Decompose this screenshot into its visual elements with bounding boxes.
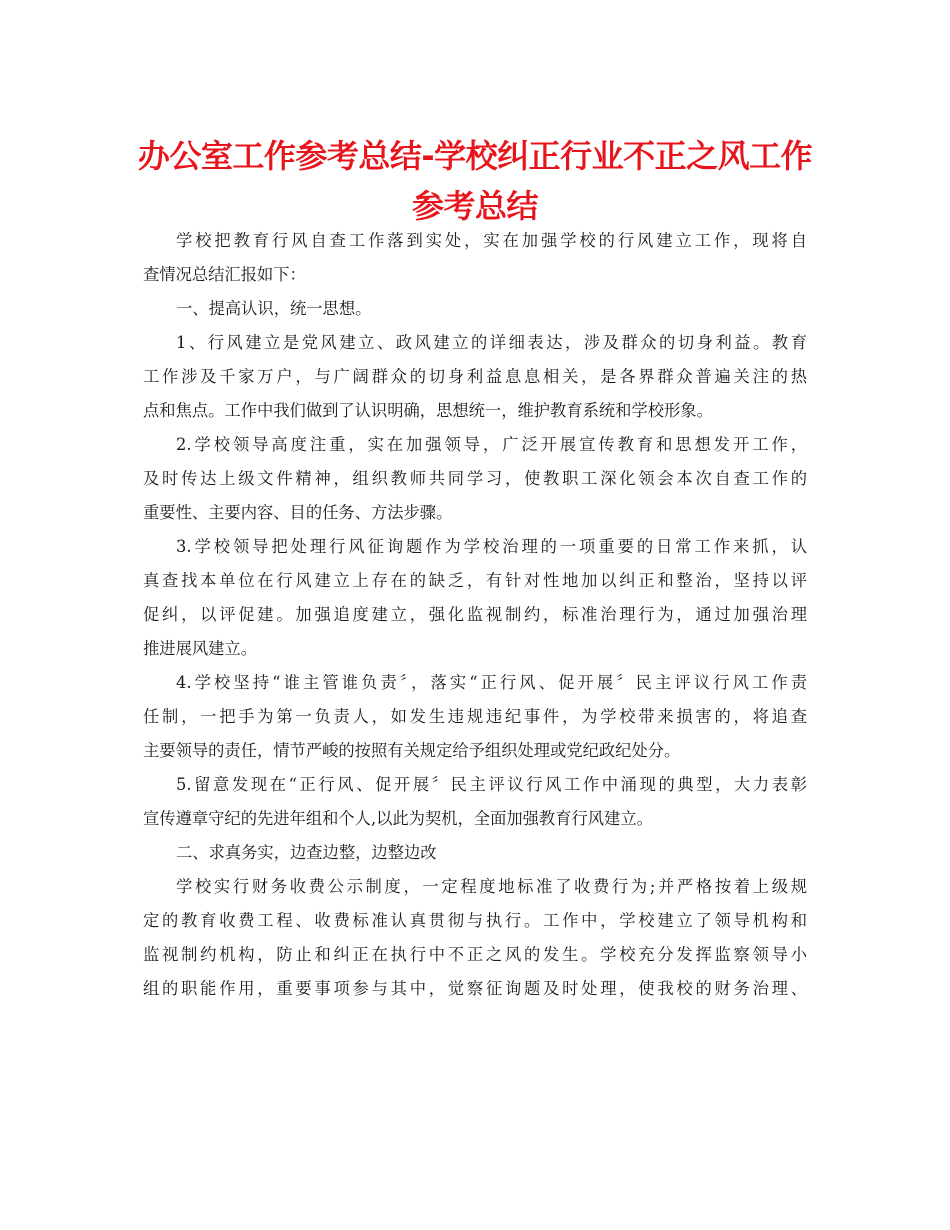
section-heading-1: 一、提高认识，统一思想。 — [176, 299, 372, 318]
paragraph-item-2-line: 重要性、主要内容、目的任务、方法步骤。 — [143, 503, 453, 522]
paragraph-item-2-line: 及时传达上级文件精神，组织教师共同学习，使教职工深化领会本次自查工作的 — [143, 469, 807, 488]
section-heading-2: 二、求真务实，边查边整，边整边改 — [176, 843, 437, 862]
paragraph-item-5-line: 宣传遵章守纪的先进年组和个人,以此为契机，全面加强教育行风建立。 — [143, 809, 653, 828]
paragraph-item-3-line: 推进展风建立。 — [143, 639, 257, 658]
paragraph-finance-line: 学校实行财务收费公示制度，一定程度地标准了收费行为;并严格按着上级规 — [176, 877, 807, 896]
paragraph-item-3-line: 3.学校领导把处理行风征询题作为学校治理的一项重要的日常工作来抓，认 — [176, 537, 807, 556]
paragraph-item-1-line: 工作涉及千家万户，与广阔群众的切身利益息息相关，是各界群众普遍关注的热 — [143, 367, 807, 386]
paragraph-item-5-line: 5.留意发现在“正行风、促开展〞民主评议行风工作中涌现的典型，大力表彰 — [176, 775, 807, 794]
document-title-line-1: 办公室工作参考总结-学校纠正行业不正之风工作 — [137, 137, 813, 175]
paragraph-finance-line: 组的职能作用，重要事项参与其中，觉察征询题及时处理，使我校的财务治理、 — [143, 979, 807, 998]
paragraph-item-1-line: 1、行风建立是党风建立、政风建立的详细表达，涉及群众的切身利益。教育 — [176, 333, 807, 352]
paragraph-item-3-line: 真查找本单位在行风建立上存在的缺乏，有针对性地加以纠正和整治，坚持以评 — [143, 571, 807, 590]
paragraph-item-4-line: 4.学校坚持“谁主管谁负责〞，落实“正行风、促开展〞民主评议行风工作责 — [176, 673, 807, 692]
paragraph-item-4-line: 主要领导的责任，情节严峻的按照有关规定给予组织处理或党纪政纪处分。 — [143, 741, 681, 760]
document-title-line-2: 参考总结 — [411, 187, 538, 225]
paragraph-finance-line: 监视制约机构，防止和纠正在执行中不正之风的发生。学校充分发挥监察领导小 — [143, 945, 807, 964]
paragraph-finance-line: 定的教育收费工程、收费标准认真贯彻与执行。工作中，学校建立了领导机构和 — [143, 911, 807, 930]
document-body — [143, 224, 807, 1006]
paragraph-intro-line: 查情况总结汇报如下： — [143, 265, 306, 284]
paragraph-item-4-line: 任制，一把手为第一负责人，如发生违规违纪事件，为学校带来损害的，将追查 — [143, 707, 807, 726]
paragraph-item-2-line: 2.学校领导高度注重，实在加强领导，广泛开展宣传教育和思想发开工作， — [176, 435, 807, 454]
paragraph-item-1-line: 点和焦点。工作中我们做到了认识明确，思想统一，维护教育系统和学校形象。 — [143, 401, 713, 420]
paragraph-item-3-line: 促纠，以评促建。加强追度建立，强化监视制约，标准治理行为，通过加强治理 — [143, 605, 807, 624]
paragraph-intro-line: 学校把教育行风自查工作落到实处，实在加强学校的行风建立工作，现将自 — [176, 231, 807, 250]
